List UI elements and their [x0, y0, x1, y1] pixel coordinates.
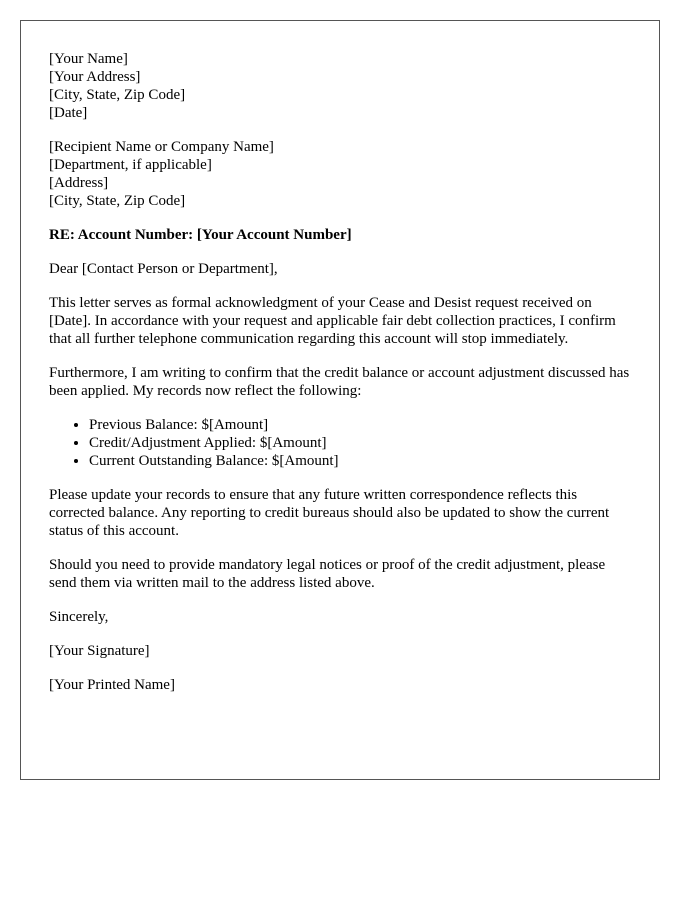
sender-name: [Your Name]: [49, 51, 128, 67]
recipient-address: [Address]: [49, 175, 109, 191]
body-paragraph-acknowledgment: This letter serves as formal acknowledgment of your Cease and Desist request received on [Date]. In accordance with your request and applicable fair debt collection practices, I confirm that all further telephone communication regarding this account will stop immediately.: [49, 295, 616, 347]
letter-page: [20, 20, 660, 780]
sender-address: [Your Address]: [49, 69, 141, 85]
balance-list-item-current: • Current Outstanding Balance: $[Amount]: [89, 452, 631, 470]
recipient-address-block: [49, 138, 631, 210]
balance-list-item-previous: • Previous Balance: $[Amount]: [89, 416, 631, 434]
letter-date: [Date]: [49, 105, 88, 121]
closing: Sincerely,: [49, 609, 109, 625]
balance-list: [49, 416, 631, 470]
recipient-city-state-zip: [City, State, Zip Code]: [49, 193, 186, 209]
body-paragraph-legal-notices: Should you need to provide mandatory legal notices or proof of the credit adjustment, please send them via written mail to the address listed above.: [49, 557, 606, 591]
signature: [Your Signature]: [49, 643, 150, 659]
body-paragraph-adjustment: Furthermore, I am writing to confirm that the credit balance or account adjustment discussed has been applied. My records now reflect the following:: [49, 365, 630, 399]
balance-list-item-adjustment: • Credit/Adjustment Applied: $[Amount]: [89, 434, 631, 452]
subject-line: RE: Account Number: [Your Account Number]: [49, 227, 352, 243]
printed-name: [Your Printed Name]: [49, 677, 175, 693]
sender-address-block: [49, 50, 631, 122]
sender-city-state-zip: [City, State, Zip Code]: [49, 87, 186, 103]
recipient-department: [Department, if applicable]: [49, 157, 212, 173]
salutation: Dear [Contact Person or Department],: [49, 261, 278, 277]
recipient-name: [Recipient Name or Company Name]: [49, 139, 274, 155]
body-paragraph-update-records: Please update your records to ensure that any future written correspondence reflects this corrected balance. Any reporting to credit bureaus should also be updated to show the current status of this account.: [49, 487, 610, 539]
